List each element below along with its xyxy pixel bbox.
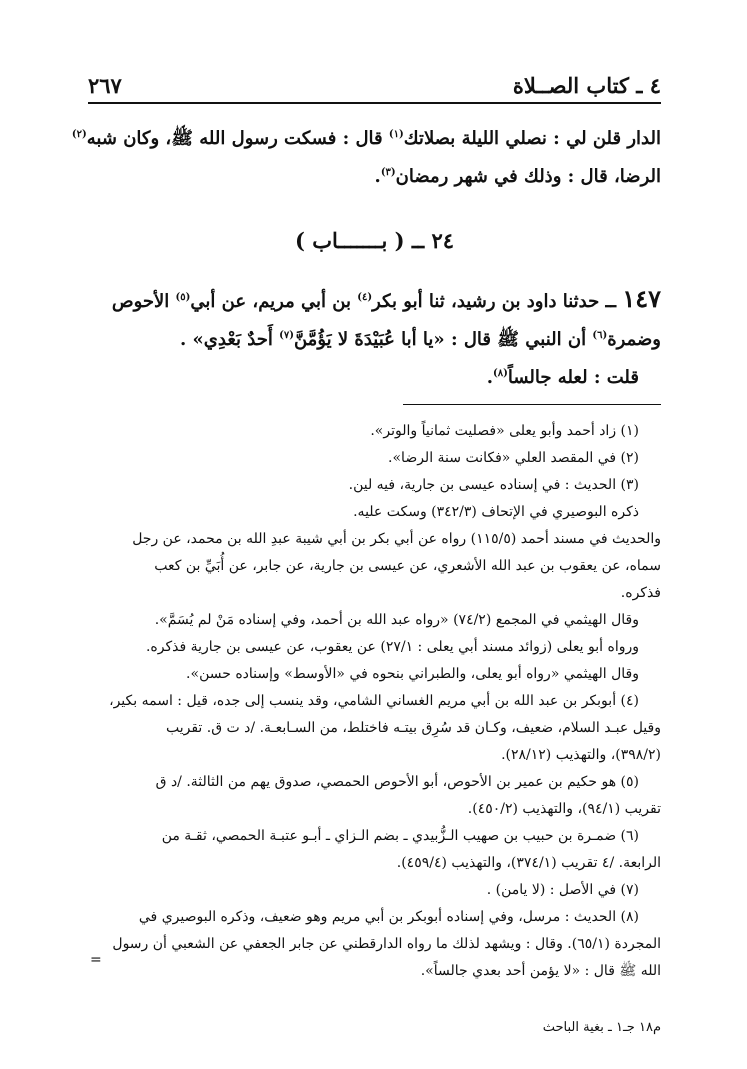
footnote-6: (٦) ضمـرة بن حبيب بن صهيب الـزُّبيدي ـ بضم الـزاي ـ أبـو عتبـة الحمصي، ثقـة من	[161, 828, 639, 844]
footnote-3-text: ورواه أبو يعلى (زوائد مسند أبي يعلى : ٢٧/١) عن يعقوب، عن عيسى بن جارية فذكره.	[145, 639, 639, 655]
footnote-3-text: وقال الهيثمي «رواه أبو يعلى، والطبراني بنحوه في «الأوسط» وإسناده حسن».	[186, 666, 639, 682]
footnote-8-text: المجردة (٦٥/١). وقال : ويشهد لذلك ما رواه الدارقطني عن جابر الجعفي عن الشعبي أن رسول	[112, 936, 661, 952]
footnote-3-text: ذكره البوصيري في الإتحاف (٣٤٢/٣) وسكت عليه.	[353, 504, 639, 520]
hadith-number: ١٤٧	[622, 284, 661, 313]
footnote-ref: (٢)	[71, 129, 87, 140]
continuation-mark: =	[90, 952, 102, 968]
footnote-ref: (١)	[388, 129, 404, 140]
intro-text	[71, 120, 661, 196]
footnote-ref: (٨)	[493, 368, 508, 379]
footnote-5-text: تقريب (٩٤/١)، والتهذيب (٤٥٠/٢).	[467, 801, 661, 817]
footnote-3-text: سماه، عن يعقوب بن عبد الله الأشعري، عن عيسى بن جارية، عن جابر، عن أُبَيِّ بن كعب	[154, 558, 661, 574]
footnote-separator	[403, 404, 661, 405]
hadith-line-2: وضمرة$^{(٦)}$ أن النبي ﷺ قال : «يا أبا عُبَيْدَةَ لا يَؤُمَّنَّ$^{(٧)}$ أَحدٌ بَعْدِي» .	[180, 329, 661, 350]
footnote-4-text: وقيل عبـد السلام، ضعيف، وكـان قد سُرِق بيتـه فاختلط، من السـابعـة. /د ت ق. تقريب	[165, 720, 661, 736]
hadith-line-1: ١٤٧ ــ حدثنا داود بن رشيد، ثنا أبو بكر$^{(٤)}$ بن أبي مريم، عن أبي$^{(٥)}$ الأحوص	[111, 284, 661, 313]
footnote-2: (٢) في المقصد العلي «فكانت سنة الرضا».	[388, 450, 639, 466]
footnote-ref: (٥)	[175, 292, 191, 303]
footnote-5: (٥) هو حكيم بن عمير بن الأحوص، أبو الأحوص الحمصي، صدوق يهم من الثالثة. /د ق	[155, 774, 639, 790]
footnote-3-text: وقال الهيثمي في المجمع (٧٤/٢) «رواه عبد الله بن أحمد، وفي إسناده مَنْ لم يُسَمَّ».	[154, 612, 639, 628]
footnotes	[84, 418, 661, 985]
footnote-4: (٤) أبوبكر بن عبد الله بن أبي مريم الغساني الشامي، وقد ينسب إلى جده، قيل : اسمه بكير،	[109, 693, 639, 709]
chapter-title: ٤ ـ كتاب الصــلاة	[512, 73, 661, 98]
page-number: ٢٦٧	[88, 73, 122, 98]
hadith-text	[84, 280, 661, 397]
chapter-heading: ٢٤ ــ ( بـــــــاب )	[294, 228, 455, 253]
footnote-6-text: الرابعة. /٤ تقريب (٣٧٤/١)، والتهذيب (٤٥٩/٤).	[396, 855, 661, 871]
footnote-ref: (٤)	[357, 292, 373, 303]
footnote-3-text: فذكره.	[620, 585, 661, 601]
hadith-line-3: قلت : لعله جالساً$^{(٨)}$.	[486, 367, 639, 388]
footnote-3: (٣) الحديث : في إسناده عيسى بن جارية، فيه لين.	[348, 477, 639, 493]
footnote-4-text: (٣٩٨/٢)، والتهذيب (٢٨/١٢).	[501, 747, 661, 763]
footnote-8: (٨) الحديث : مرسل، وفي إسناده أبوبكر بن أبي مريم وهو ضعيف، وذكره البوصيري في	[138, 909, 639, 925]
footnote-ref: (٧)	[279, 330, 294, 341]
footnote-1: (١) زاد أحمد وأبو يعلى «فصليت ثمانياً والوتر».	[370, 423, 639, 439]
signature-line: م١٨ جـ١ ـ بغية الباحث	[542, 1020, 661, 1035]
running-header	[88, 70, 661, 104]
intro-line-2: الرضا، قال : وذلك في شهر رمضان$^{(٣)}$.	[374, 166, 661, 187]
footnote-3-text: والحديث في مسند أحمد (١١٥/٥) رواه عن أبي بكر بن أبي شيبة عبدِ الله بن محمد، عن رجل	[132, 531, 661, 547]
footnote-7: (٧) في الأصل : (لا يامن) .	[486, 882, 639, 898]
footnote-ref: (٦)	[592, 330, 608, 341]
footnote-8-text: الله ﷺ قال : «لا يؤمن أحد بعدي جالساً».	[420, 963, 661, 979]
intro-line-1: الدار قلن لي : نصلي الليلة بصلاتك$^{(١)}$ قال : فسكت رسول الله ﷺ، وكان شبه$^{(٢)}$	[71, 128, 661, 149]
footnote-ref: (٣)	[380, 167, 396, 178]
